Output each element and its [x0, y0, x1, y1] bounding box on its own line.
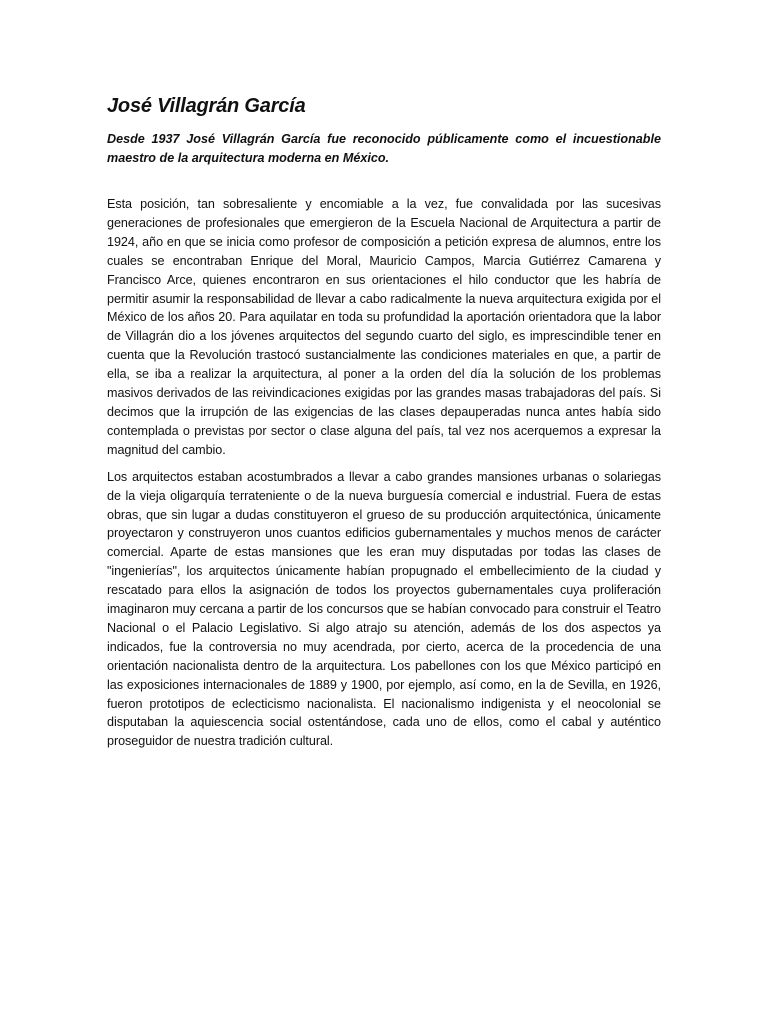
document-page	[107, 92, 661, 759]
document-title: José Villagrán García	[107, 95, 306, 117]
body-paragraph-2: Los arquitectos estaban acostumbrados a llevar a cabo grandes mansiones urbanas o solariegas de la vieja oligarquía terrateniente o de la nueva burguesía comercial e industrial. Fuera de estas obras, que sin lugar a dudas constituyeron el grueso de su producción arquitectónica, únicamente proyectaron y construyeron unos cuantos edificios gubernamentales y muchos menos de carácter comercial. Aparte de estas mansiones que les eran muy disputadas por todas las clases de "ingenierías", los arquitectos únicamente habían propugnado el embellecimiento de la ciudad y rescatado para ellos la asignación de todos los proyectos gubernamentales cuya proliferación imaginaron muy cercana a partir de los concursos que se habían convocado para construir el Teatro Nacional o el Palacio Legislativo. Si algo atrajo su atención, además de los dos aspectos ya indicados, fue la controversia no muy acendrada, por cierto, acerca de la procedencia de una orientación nacionalista dentro de la arquitectura. Los pabellones con los que México participó en las exposiciones internacionales de 1889 y 1900, por ejemplo, así como, en la de Sevilla, en 1926, fueron prototipos de eclecticismo nacionalista. El nacionalismo indigenista y el neocolonial se disputaban la aquiescencia social ostentándose, cada uno de ellos, como el cabal y auténtico proseguidor de nuestra tradición cultural.	[107, 469, 661, 749]
lead-paragraph: Desde 1937 José Villagrán García fue reconocido públicamente como el incuestionable maestro de la arquitectura moderna en México.	[107, 132, 661, 165]
body-paragraph-1: Esta posición, tan sobresaliente y encomiable a la vez, fue convalidada por las sucesivas generaciones de profesionales que emergieron de la Escuela Nacional de Arquitectura a partir de 1924, año en que se inicia como profesor de composición a petición expresa de alumnos, entre los cuales se encontraban Enrique del Moral, Mauricio Campos, Marcia Gutiérrez Camarena y Francisco Arce, quienes encontraron en sus orientaciones el hilo conductor que les habría de permitir asumir la responsabilidad de llevar a cabo radicalmente la nueva arquitectura exigida por el México de los años 20. Para aquilatar en toda su profundidad la aportación orientadora que la labor de Villagrán dio a los jóvenes arquitectos del segundo cuarto del siglo, es imprescindible tener en cuenta que la Revolución trastocó sustancialmente las condiciones materiales en que, a partir de ella, se iba a realizar la arquitectura, al poner a la orden del día la solución de los problemas masivos derivados de las reivindicaciones exigidas por las grandes masas trabajadoras del país. Si decimos que la irrupción de las exigencias de las clases depauperadas nunca antes había sido contemplada o previstas por sector o clase alguna del país, tal vez nos acerquemos a expresar la magnitud del cambio.	[107, 197, 661, 457]
